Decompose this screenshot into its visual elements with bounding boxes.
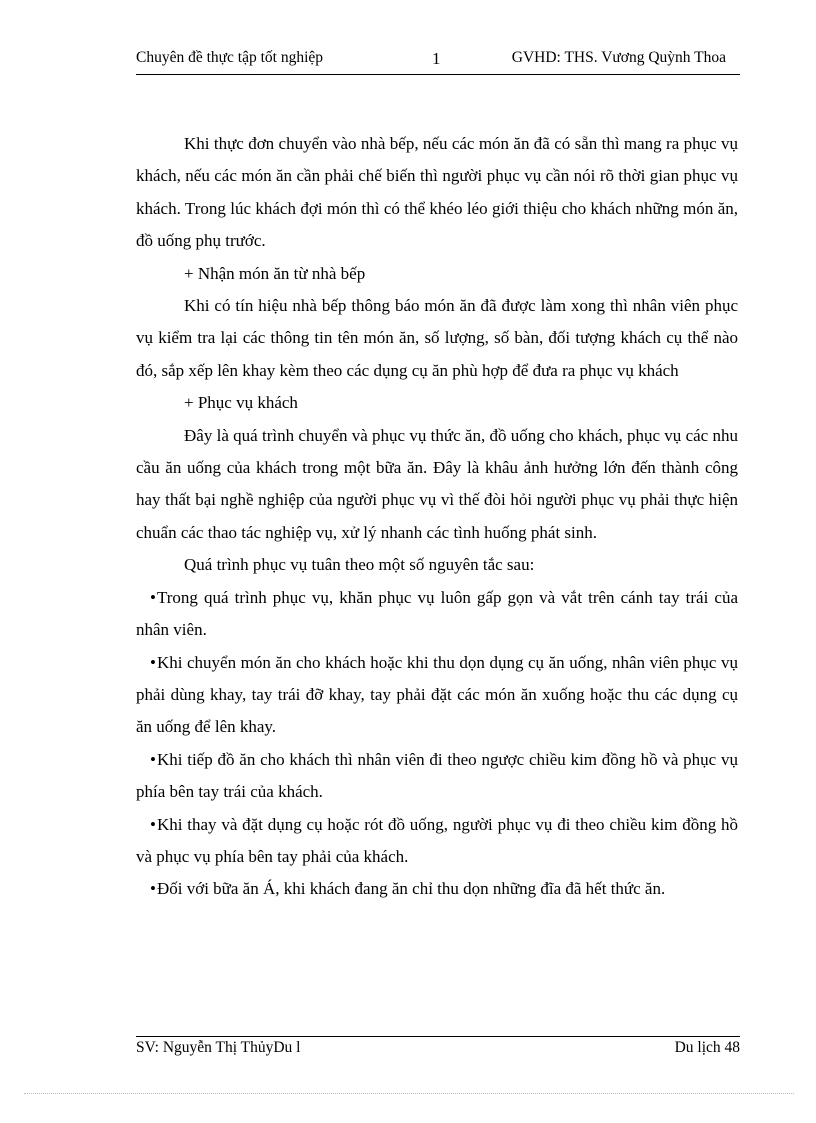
bullet-item-5 (136, 873, 738, 905)
bullet-icon: • (150, 879, 156, 899)
body-subheading-1: + Nhận món ăn từ nhà bếp (184, 263, 366, 283)
bullet-text: Đối với bữa ăn Á, khi khách đang ăn chỉ thu dọn những đĩa đã hết thức ăn. (156, 879, 666, 899)
bullet-text: Khi thay và đặt dụng cụ hoặc rót đồ uống, người phục vụ đi theo chiều kim đồng hồ và phục vụ phía bên tay phải của khách. (136, 814, 738, 866)
footer-divider (136, 1036, 740, 1037)
page-edge-dotted-line (24, 1093, 794, 1094)
bullet-item-3 (136, 744, 738, 809)
body-paragraph-3: Đây là quá trình chuyển và phục vụ thức ăn, đồ uống cho khách, phục vụ các nhu cầu ăn uống của khách trong một bữa ăn. Đây là khâu ảnh hưởng lớn đến thành công hay thất bại nghề nghiệp của người phục vụ vì thế đòi hỏi người phục vụ phải thực hiện chuẩn các thao tác nghiệp vụ, xử lý nhanh các tình huống phát sinh. (136, 425, 738, 542)
bullet-text: Khi chuyển món ăn cho khách hoặc khi thu dọn dụng cụ ăn uống, nhân viên phục vụ phải dùng khay, tay trái đỡ khay, tay phải đặt các món ăn xuống hoặc thu các dụng cụ ăn uống để lên khay. (136, 652, 738, 737)
bullet-icon: • (150, 749, 156, 769)
bullet-item-1 (136, 582, 738, 647)
body-paragraph-1: Khi thực đơn chuyển vào nhà bếp, nếu các món ăn đã có sẵn thì mang ra phục vụ khách, nếu các món ăn cần phải chế biến thì người phục vụ cần nói rõ thời gian phục vụ khách. Trong lúc khách đợi món thì có thể khéo léo giới thiệu cho khách những món ăn, đồ uống phụ trước. (136, 134, 738, 251)
header-page-number: 1 (432, 49, 441, 68)
bullet-text: Khi tiếp đồ ăn cho khách thì nhân viên đi theo ngược chiều kim đồng hồ và phục vụ phía bên tay trái của khách. (136, 749, 738, 802)
footer-student: SV: Nguyễn Thị ThủyDu l (136, 1039, 301, 1056)
bullet-item-2 (136, 647, 738, 744)
page-body (136, 128, 738, 906)
bullet-item-4 (136, 809, 738, 874)
header-advisor: GVHD: THS. Vương Quỳnh Thoa (511, 49, 726, 66)
bullet-icon: • (150, 814, 156, 834)
body-paragraph-4: Quá trình phục vụ tuân theo một số nguyên tắc sau: (184, 555, 535, 575)
page-footer (136, 1039, 740, 1063)
body-paragraph-2: Khi có tín hiệu nhà bếp thông báo món ăn đã được làm xong thì nhân viên phục vụ kiểm tra lại các thông tin tên món ăn, số lượng, số bàn, đối tượng khách cụ thể nào đó, sắp xếp lên khay kèm theo các dụng cụ ăn phù hợp để đưa ra phục vụ khách (136, 296, 738, 380)
bullet-text: Trong quá trình phục vụ, khăn phục vụ luôn gấp gọn và vắt trên cánh tay trái của nhân viên. (136, 587, 738, 640)
page-header (136, 46, 740, 75)
bullet-icon: • (150, 587, 156, 607)
body-subheading-2: + Phục vụ khách (184, 393, 298, 413)
footer-class: Du lịch 48 (674, 1039, 740, 1056)
bullet-icon: • (150, 652, 156, 672)
header-title: Chuyên đề thực tập tốt nghiệp (136, 49, 324, 66)
